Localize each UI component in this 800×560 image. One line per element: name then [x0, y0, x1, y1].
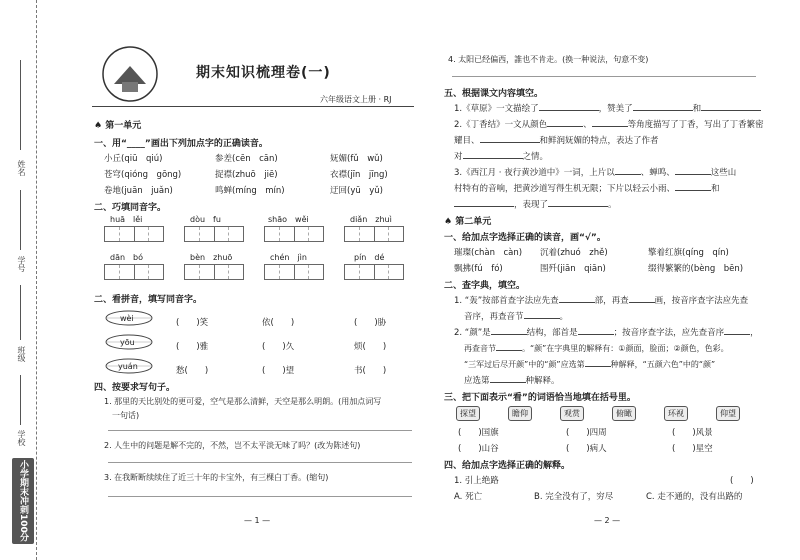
q3-item: ( )久 — [262, 342, 295, 352]
r3-item: ( )星空 — [672, 444, 713, 454]
option[interactable]: A. 死亡 — [454, 492, 483, 502]
page-subtitle: 六年级语文上册 · RJ — [320, 95, 392, 104]
id-label: 学号 — [17, 256, 26, 272]
fill-text: ，表现了 — [514, 200, 549, 210]
word-box: 观赏 — [560, 406, 584, 421]
name-label: 姓名 — [17, 160, 26, 176]
answer-line[interactable] — [108, 462, 412, 463]
blank[interactable] — [496, 342, 522, 351]
r3-item: ( )四周 — [566, 428, 607, 438]
r1-item: 擎着红旗(qíng qín) — [648, 248, 729, 258]
q3-item: 愁( ) — [176, 366, 209, 376]
blank[interactable] — [701, 102, 761, 111]
q1-heading: 一、用“____”画出下列加点字的正确读音。 — [94, 139, 268, 149]
blank[interactable] — [675, 166, 711, 175]
char-grid[interactable] — [264, 226, 324, 242]
q4-sentence-cont: 一句话) — [112, 411, 140, 420]
fill-line — [454, 150, 548, 162]
q3-item: 烦( ) — [354, 342, 387, 352]
answer-line[interactable] — [452, 76, 756, 77]
fill-text: 3.《西江月 · 夜行黄沙道中》一词，上片以 — [454, 168, 615, 178]
fill-text: 种解释。 — [525, 376, 560, 386]
fill-line — [464, 374, 560, 386]
fill-text: 再查音节 — [464, 344, 496, 353]
q1-item: 参差(cēn cān) — [215, 154, 278, 164]
fill-text: 这些山 — [710, 168, 737, 178]
q1-item: 衣襟(jīn jīng) — [330, 170, 388, 180]
q3-item: 依( ) — [262, 318, 295, 328]
leaf-pinyin: yuán — [118, 362, 138, 371]
page-number: — 2 — — [594, 516, 621, 525]
fill-text: 音序，再查音节 — [464, 312, 524, 322]
blank[interactable] — [524, 310, 560, 319]
fill-text: 应选第 — [464, 376, 490, 386]
q4-sentence: 3. 在我断断续续住了近三十年的卡宝外，有三棵白丁香。(缩句) — [104, 473, 329, 482]
fill-text: 和 — [711, 184, 720, 194]
fill-line — [464, 358, 715, 370]
char-grid[interactable] — [344, 264, 404, 280]
pinyin-label: pín dé — [354, 253, 385, 262]
fill-text: 耀目、 — [454, 136, 480, 146]
blank[interactable] — [585, 358, 611, 367]
fill-text: 。“颜”在字典里的解释有：①颜面，脸面；②颜色，色彩。 — [522, 344, 729, 353]
answer-line[interactable] — [108, 430, 412, 431]
r1-item: 飘拂(fú fó) — [454, 264, 503, 274]
blank[interactable] — [454, 198, 514, 207]
class-label: 班级 — [17, 346, 26, 362]
blank[interactable] — [539, 102, 599, 111]
fill-line: 音序，再查音节 。 — [464, 312, 569, 322]
q3-item: ( )笑 — [176, 318, 209, 328]
fill-text: 部，再查 — [594, 296, 629, 306]
binding-sidebar — [0, 0, 42, 560]
q3-heading: 二、看拼音，填写同音字。 — [94, 295, 203, 305]
r1-item: 璀璨(chàn càn) — [454, 248, 523, 258]
option[interactable]: B. 完全没有了，穷尽 — [534, 492, 614, 502]
fill-line — [454, 102, 761, 114]
sidebar-line — [20, 190, 21, 250]
fill-text: 对 — [454, 152, 463, 162]
unit-heading: ♠ 第二单元 — [444, 217, 492, 227]
r2-heading: 二、查字典，填空。 — [444, 281, 526, 291]
q3-item: 书( ) — [354, 366, 387, 376]
fill-text: 之情。 — [522, 152, 549, 162]
q3-item: ( )望 — [262, 366, 295, 376]
q4-sentence: 2. 人生中的问题是解不完的，不然，岂不太平淡无味了吗？(改为陈述句) — [104, 441, 361, 450]
pinyin-label: bèn zhuō — [190, 253, 233, 262]
fill-line — [454, 182, 720, 194]
r4-item: 1. 引上绝路 — [454, 476, 499, 486]
r3-item: ( )国旗 — [458, 428, 499, 438]
fill-text: 、蝉鸣、 — [640, 168, 675, 178]
pinyin-label: chén jìn — [270, 253, 307, 262]
r3-heading: 三、把下面表示“看”的词语恰当地填在括号里。 — [444, 393, 636, 403]
blank[interactable] — [615, 166, 641, 175]
page-number: — 1 — — [244, 516, 271, 525]
school-label: 学校 — [17, 430, 26, 446]
fill-line: 2.《丁香结》一文从颜色 、 等角度描写了丁香，写出了丁香繁密 — [454, 120, 764, 130]
word-box: 俯瞰 — [612, 406, 636, 421]
char-grid[interactable] — [104, 264, 164, 280]
q1-item: 卷地(juān juǎn) — [104, 186, 173, 196]
pinyin-label: huā lěi — [110, 215, 143, 224]
q1-item: 小丘(qiū qiú) — [104, 154, 163, 164]
fill-text: 画，按音序查字法应先查 — [654, 296, 749, 306]
fill-line — [454, 166, 736, 178]
char-grid[interactable] — [184, 264, 244, 280]
r3-item: ( )风景 — [672, 428, 713, 438]
word-box: 探望 — [456, 406, 480, 421]
char-grid[interactable] — [344, 226, 404, 242]
blank[interactable] — [547, 118, 583, 127]
unit-heading: ♠ 第一单元 — [94, 121, 142, 131]
fill-text: 1.《草原》一文描绘了 — [454, 104, 539, 114]
header-rule — [92, 106, 414, 107]
answer-paren[interactable]: ( ) — [730, 476, 754, 486]
fill-text: 1. “轰”按部首查字法应先查 — [454, 296, 559, 306]
sidebar-line — [20, 60, 21, 150]
pinyin-label: dān bó — [110, 253, 144, 262]
blank[interactable] — [724, 326, 750, 335]
q1-item: 苍穹(qióng gōng) — [104, 170, 182, 180]
r1-item: 沉着(zhuó zhě) — [540, 248, 608, 258]
cut-line — [36, 0, 37, 560]
char-grid[interactable] — [184, 226, 244, 242]
leaf-pinyin: wèi — [120, 314, 134, 323]
fill-text: 种解释，“五颜六色”中的“颜” — [610, 360, 716, 369]
fill-line — [464, 342, 729, 354]
blank[interactable] — [491, 326, 527, 335]
blank[interactable] — [578, 326, 614, 335]
sidebar-line — [20, 375, 21, 425]
page-title: 期末知识梳理卷(一) — [196, 65, 331, 81]
blank[interactable] — [629, 294, 655, 303]
fill-text: 结构，部首是 — [526, 328, 578, 338]
fill-line — [454, 326, 759, 338]
blank[interactable] — [592, 118, 628, 127]
sidebar-line — [20, 285, 21, 340]
q5-heading: 五、根据课文内容填空。 — [444, 89, 544, 99]
unit-label: 第二单元 — [455, 217, 492, 227]
blank[interactable] — [633, 102, 693, 111]
unit-label: 第一单元 — [105, 121, 142, 131]
word-box: 瞻仰 — [508, 406, 532, 421]
r1-heading: 一、给加点字选择正确的读音，画“√”。 — [444, 233, 606, 243]
option[interactable]: C. 走不通的，没有出路的 — [646, 492, 743, 502]
q4-sentence: 1. 那里的天比别处的更可爱，空气是那么清鲜，天空是那么明朗。(用加点词写 — [104, 397, 382, 406]
pinyin-label: diǎn zhuì — [350, 215, 392, 224]
fill-text: ， — [750, 328, 759, 338]
blank[interactable] — [559, 294, 595, 303]
q1-item: 捉襟(zhuō jiē) — [215, 170, 278, 180]
fill-text: 和鲜润妩媚的特点，表达了作者 — [539, 136, 659, 146]
q3-item: ( )胁 — [354, 318, 387, 328]
fill-text: 2.《丁香结》一文从颜色 — [454, 120, 548, 130]
fill-text: 村特有的音响，把黄沙道写得生机无限；下片以轻云小雨、 — [454, 184, 676, 194]
r1-item: 围歼(jiān qiān) — [540, 264, 606, 274]
q4-sentence: 4. 太阳已经偏西，誰也不肯走。(换一种说法，句意不变) — [448, 55, 649, 64]
fill-text: 2. “颜”是 — [454, 328, 491, 338]
blank[interactable] — [490, 374, 526, 383]
q3-item: ( )雅 — [176, 342, 209, 352]
r4-heading: 四、给加点字选择正确的解释。 — [444, 461, 571, 471]
blank[interactable] — [480, 134, 540, 143]
fill-text: 等角度描写了丁香，写出了丁香繁密 — [627, 120, 764, 130]
r3-item: ( )山谷 — [458, 444, 499, 454]
fill-text: ，赞美了 — [598, 104, 633, 114]
char-grid[interactable] — [264, 264, 324, 280]
char-grid[interactable] — [104, 226, 164, 242]
answer-line[interactable] — [108, 496, 412, 497]
fill-text: “三军过后尽开颜”中的“颜”应选第 — [464, 360, 585, 369]
blank[interactable] — [463, 150, 523, 159]
fill-line: ，表现了 。 — [454, 198, 617, 210]
q1-item: 妩媚(fǔ wǔ) — [330, 154, 383, 164]
pinyin-label: dòu fu — [190, 215, 221, 224]
blank[interactable] — [675, 182, 711, 191]
fill-line — [454, 294, 748, 306]
q1-item: 鸣蝉(míng mín) — [215, 186, 285, 196]
q4-heading: 四、按要求写句子。 — [94, 383, 176, 393]
fill-line — [454, 134, 659, 146]
q2-heading: 二、巧填同音字。 — [94, 203, 167, 213]
pinyin-label: shāo wěi — [268, 215, 309, 224]
r3-item: ( )病人 — [566, 444, 607, 454]
q1-item: 迂回(yū yǔ) — [330, 186, 383, 196]
fill-text: 和 — [692, 104, 702, 114]
leaf-pinyin: yōu — [120, 338, 135, 347]
fill-text: ；按音序查字法，应先查音序 — [613, 328, 725, 338]
brand-stamp: 小学期末冲刺100分 — [12, 458, 34, 544]
word-box: 仰望 — [716, 406, 740, 421]
word-box: 环视 — [664, 406, 688, 421]
r1-item: 缀得繁繁的(bèng bēn) — [648, 264, 744, 274]
blank[interactable] — [548, 198, 608, 207]
brand-logo — [100, 44, 160, 104]
